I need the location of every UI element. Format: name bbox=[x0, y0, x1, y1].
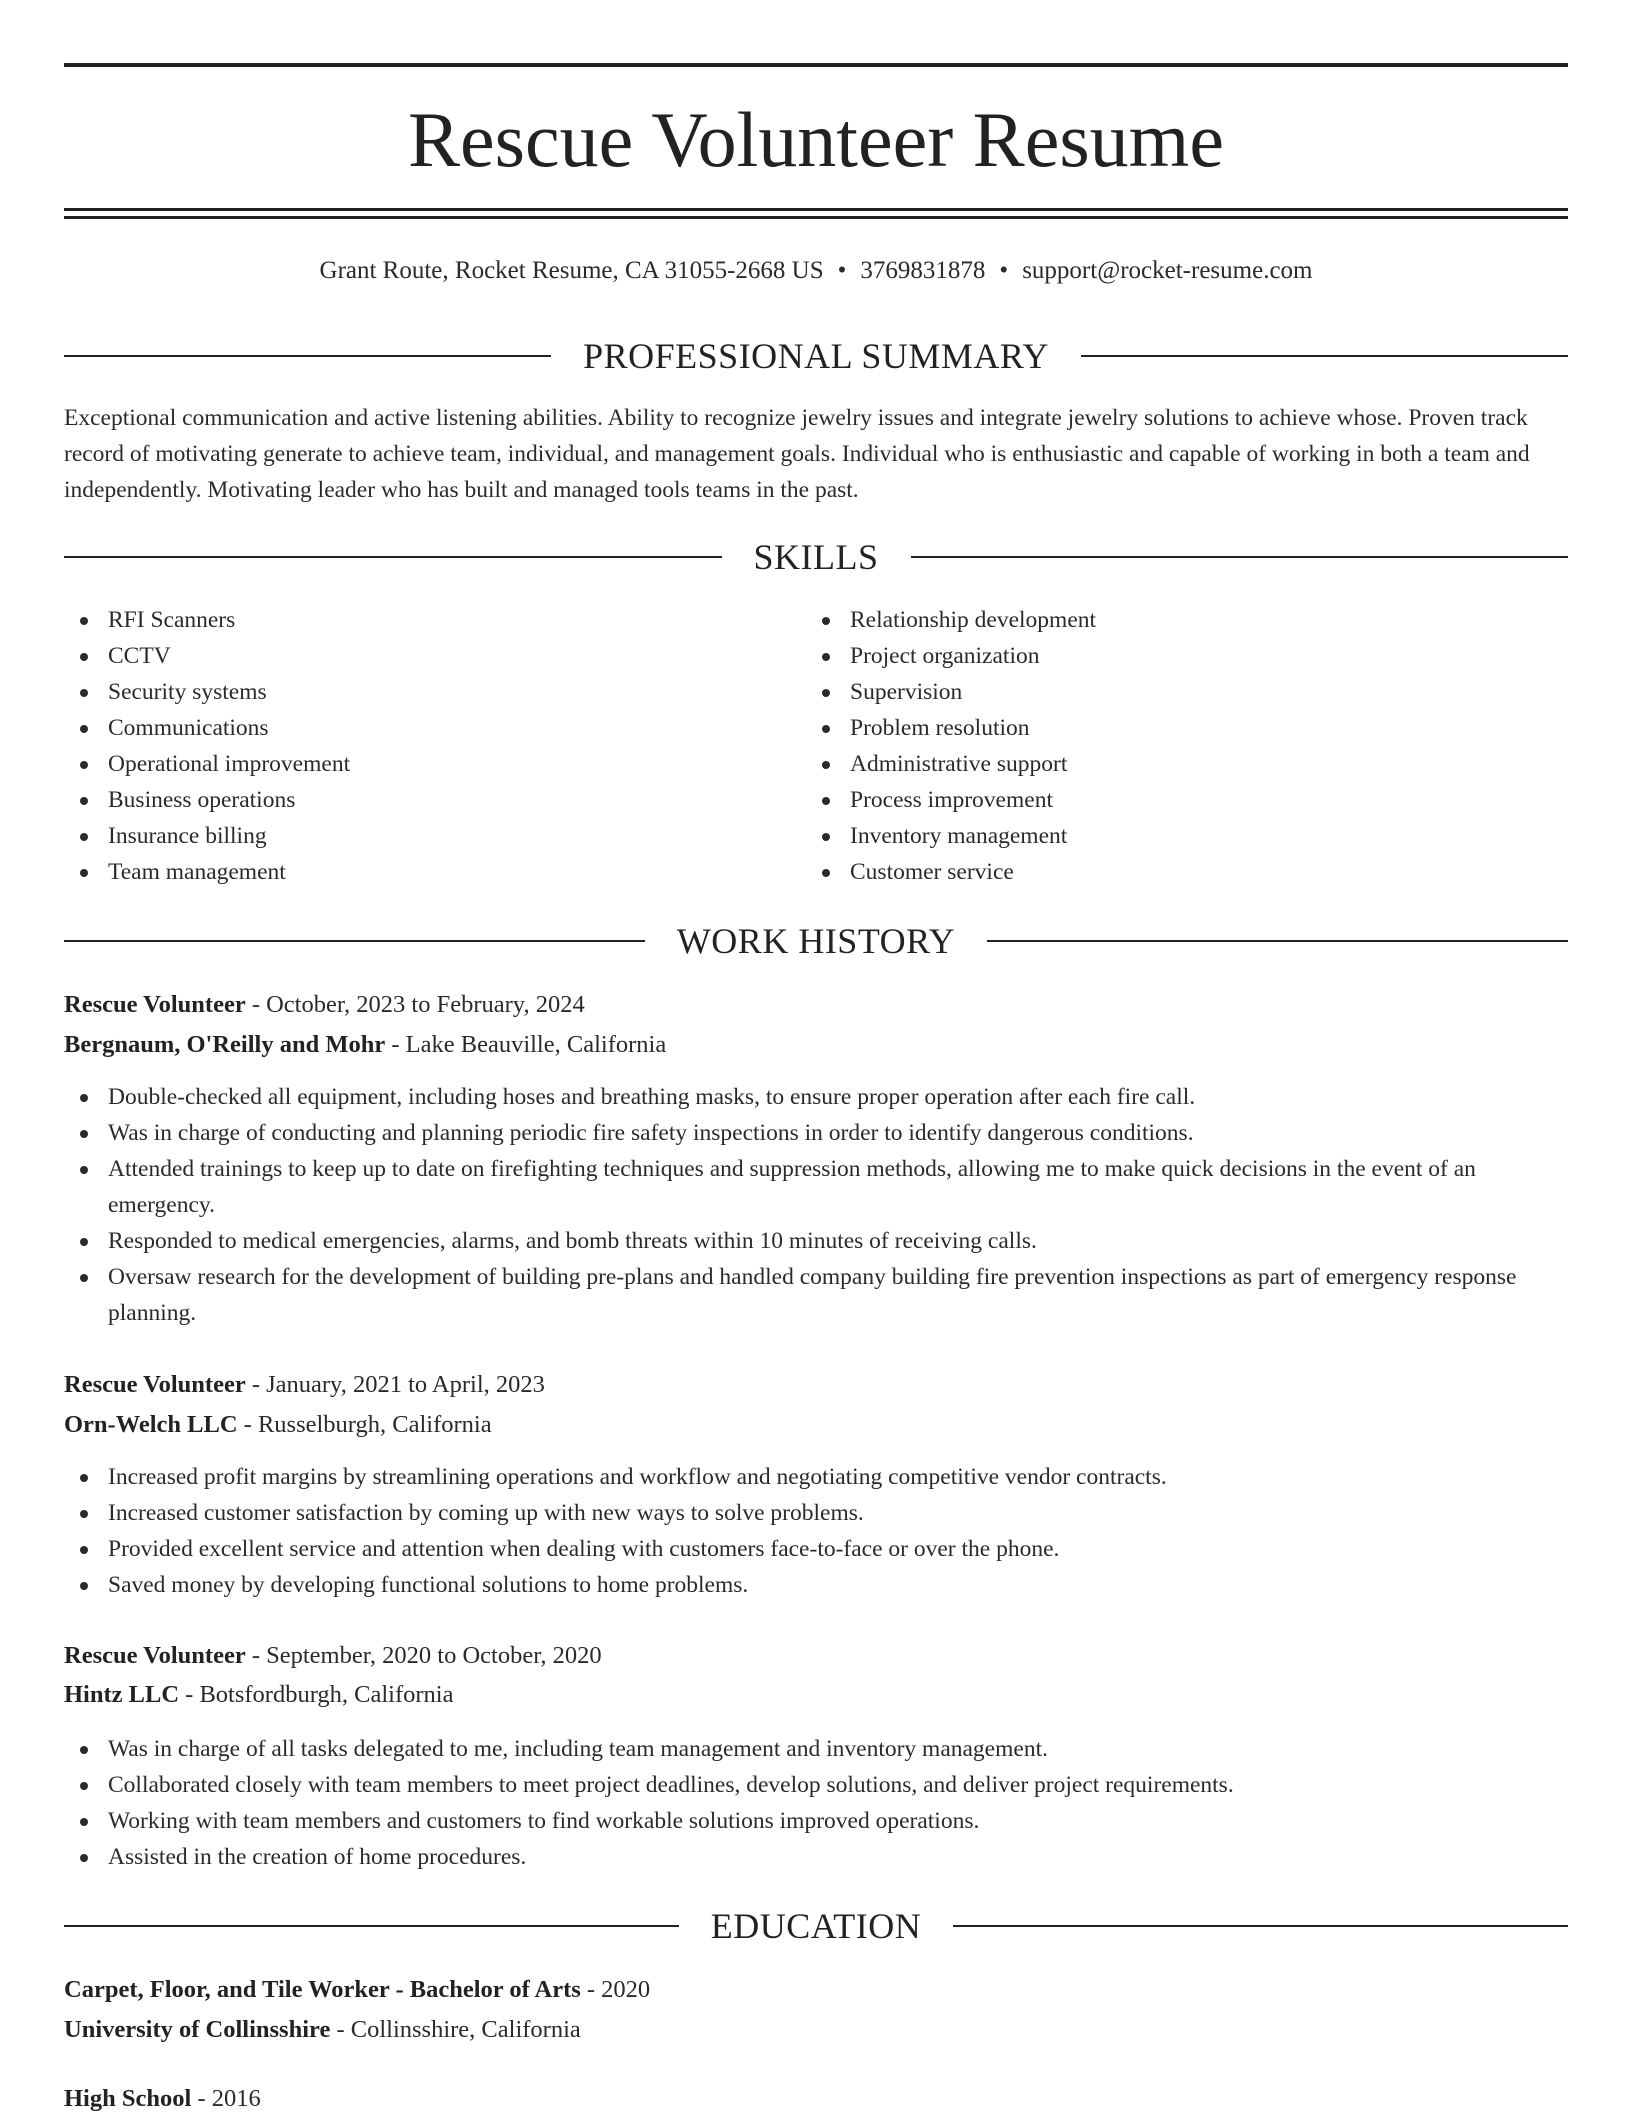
skill-item: CCTV bbox=[64, 638, 350, 674]
education-school: University of Collinsshire bbox=[64, 2016, 331, 2043]
education-year: - 2016 bbox=[191, 2085, 261, 2112]
job-bullet: Increased profit margins by streamlining operations and workflow and negotiating competitive vendor contracts. bbox=[64, 1459, 1568, 1495]
section-title: WORK HISTORY bbox=[676, 921, 956, 961]
job-location: - Lake Beauville, California bbox=[385, 1031, 667, 1058]
job-bullets bbox=[64, 1731, 1568, 1875]
job-bullet: Was in charge of conducting and planning periodic fire safety inspections in order to identify dangerous conditions. bbox=[64, 1115, 1568, 1151]
job-location: - Russelburgh, California bbox=[237, 1411, 492, 1438]
job-bullet: Saved money by developing functional solutions to home problems. bbox=[64, 1567, 1568, 1603]
section-heading-summary bbox=[64, 334, 1568, 378]
job-dates: - October, 2023 to February, 2024 bbox=[245, 991, 585, 1018]
heading-rule bbox=[1081, 355, 1568, 357]
job-company: Bergnaum, O'Reilly and Mohr bbox=[64, 1031, 386, 1058]
heading-rule bbox=[64, 940, 645, 942]
job-bullet: Provided excellent service and attention when dealing with customers face-to-face or over the phone. bbox=[64, 1531, 1568, 1567]
heading-rule bbox=[64, 556, 722, 558]
skill-item: Administrative support bbox=[806, 746, 1096, 782]
education-degree-line bbox=[64, 1970, 1568, 2010]
skill-item: Business operations bbox=[64, 782, 350, 818]
job-dates: - January, 2021 to April, 2023 bbox=[245, 1371, 545, 1398]
skill-item: Relationship development bbox=[806, 602, 1096, 638]
contact-line bbox=[64, 254, 1568, 288]
skill-item: Security systems bbox=[64, 674, 350, 710]
education-degree-line bbox=[64, 2079, 1568, 2119]
skill-item: Team management bbox=[64, 854, 350, 890]
job-company: Orn-Welch LLC bbox=[64, 1411, 238, 1438]
section-title: SKILLS bbox=[753, 537, 879, 577]
heading-rule bbox=[953, 1925, 1568, 1927]
section-heading-work bbox=[64, 919, 1568, 963]
contact-separator: • bbox=[837, 257, 847, 284]
header-bottom-rule-2 bbox=[64, 216, 1568, 219]
heading-rule bbox=[64, 1925, 679, 1927]
skill-item: Process improvement bbox=[806, 782, 1096, 818]
skill-item: Communications bbox=[64, 710, 350, 746]
page-title: Rescue Volunteer Resume bbox=[408, 96, 1224, 183]
job-title: Rescue Volunteer bbox=[64, 991, 246, 1018]
skill-item: Supervision bbox=[806, 674, 1096, 710]
job-company: Hintz LLC bbox=[64, 1681, 180, 1708]
summary-text: Exceptional communication and active listening abilities. Ability to recognize jewelry issues and integrate jewelry solutions to achieve whose. Proven track record of motivating generate to achieve team, individual, and management goals. Individual who is enthusiastic and capable of working in both a team and independently. Motivating leader who has built and managed tools teams in the past. bbox=[64, 405, 1530, 503]
skill-item: RFI Scanners bbox=[64, 602, 350, 638]
education-location: - Collinsshire, California bbox=[330, 2016, 581, 2043]
contact-separator: • bbox=[999, 257, 1009, 284]
education-year: - 2020 bbox=[580, 1976, 651, 2003]
job-bullet: Was in charge of all tasks delegated to me, including team management and inventory management. bbox=[64, 1731, 1568, 1767]
heading-rule bbox=[987, 940, 1568, 942]
education-degree: High School bbox=[64, 2085, 192, 2112]
section-heading-skills bbox=[64, 535, 1568, 579]
skill-item: Project organization bbox=[806, 638, 1096, 674]
job-company-line bbox=[64, 1405, 1568, 1445]
job-bullets bbox=[64, 1079, 1568, 1331]
heading-rule bbox=[64, 355, 551, 357]
skill-item: Inventory management bbox=[806, 818, 1096, 854]
job-title: Rescue Volunteer bbox=[64, 1642, 246, 1669]
job-bullet: Double-checked all equipment, including hoses and breathing masks, to ensure proper operation after each fire call. bbox=[64, 1079, 1568, 1115]
heading-rule bbox=[911, 556, 1569, 558]
skill-item: Insurance billing bbox=[64, 818, 350, 854]
skill-item: Customer service bbox=[806, 854, 1096, 890]
job-location: - Botsfordburgh, California bbox=[179, 1681, 454, 1708]
contact-address: Grant Route, Rocket Resume, CA 31055-2668 US bbox=[319, 257, 824, 284]
skills-list-right bbox=[806, 602, 1096, 890]
job-company-line bbox=[64, 1675, 1568, 1715]
job-title-line bbox=[64, 985, 1568, 1025]
header-bottom-rule-1 bbox=[64, 208, 1568, 211]
contact-phone: 3769831878 bbox=[860, 257, 986, 284]
job-bullet: Collaborated closely with team members to meet project deadlines, develop solutions, and deliver project requirements. bbox=[64, 1767, 1568, 1803]
job-bullets bbox=[64, 1459, 1568, 1603]
header-top-rule bbox=[64, 63, 1568, 67]
job-bullet: Responded to medical emergencies, alarms, and bomb threats within 10 minutes of receiving calls. bbox=[64, 1223, 1568, 1259]
job-title: Rescue Volunteer bbox=[64, 1371, 246, 1398]
skills-list-left bbox=[64, 602, 350, 890]
job-bullet: Assisted in the creation of home procedures. bbox=[64, 1839, 1568, 1875]
skill-item: Problem resolution bbox=[806, 710, 1096, 746]
section-heading-education bbox=[64, 1904, 1568, 1948]
section-title: EDUCATION bbox=[710, 1906, 922, 1946]
job-dates: - September, 2020 to October, 2020 bbox=[245, 1642, 602, 1669]
job-bullet: Increased customer satisfaction by coming up with new ways to solve problems. bbox=[64, 1495, 1568, 1531]
job-title-line bbox=[64, 1365, 1568, 1405]
job-bullet: Oversaw research for the development of building pre-plans and handled company building fire prevention inspections as part of emergency response planning. bbox=[64, 1259, 1568, 1331]
job-title-line bbox=[64, 1636, 1568, 1676]
job-bullet: Working with team members and customers to find workable solutions improved operations. bbox=[64, 1803, 1568, 1839]
job-bullet: Attended trainings to keep up to date on firefighting techniques and suppression methods, allowing me to make quick decisions in the event of an emergency. bbox=[64, 1151, 1568, 1223]
education-school-line bbox=[64, 2010, 1568, 2050]
contact-email[interactable]: support@rocket-resume.com bbox=[1022, 257, 1313, 284]
education-degree: Carpet, Floor, and Tile Worker - Bachelor of Arts bbox=[64, 1976, 581, 2003]
job-company-line bbox=[64, 1025, 1568, 1065]
section-title: PROFESSIONAL SUMMARY bbox=[583, 336, 1049, 376]
skill-item: Operational improvement bbox=[64, 746, 350, 782]
